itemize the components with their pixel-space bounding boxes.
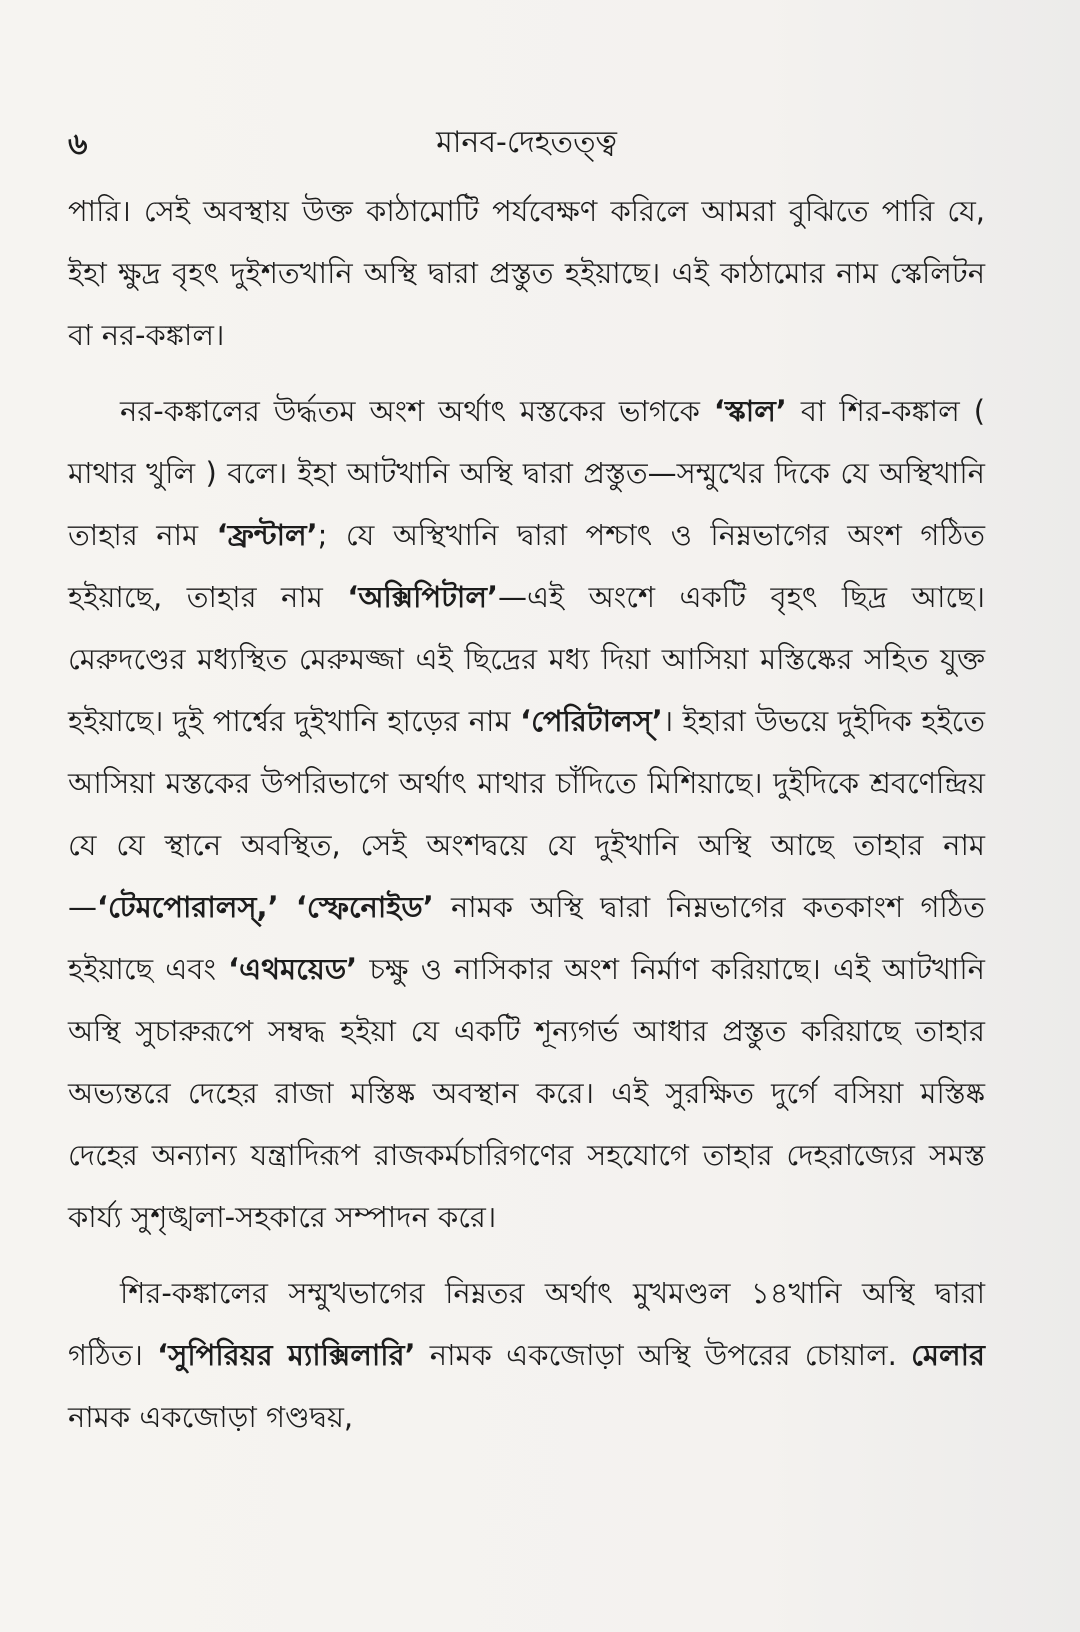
text-run: । ইহারা উভয়ে দুইদিক হইতে আসিয়া মস্তকের উপরিভাগে অর্থাৎ মাথার চাঁদিতে মিশিয়াছে। দুইদিকে শ্রবণেন্দ্রিয় যে যে স্থানে অবস্থিত, সেই অংশদ্বয়ে যে দুইখানি অস্থি আছে তাহার নাম— — [68, 704, 985, 924]
bold-term: ‘অক্সিপিটাল’ — [347, 580, 498, 614]
page-header — [68, 112, 985, 162]
running-title: মানব-দেহতত্ত্ব — [436, 125, 617, 160]
text-run: পারি। সেই অবস্থায় উক্ত কাঠামোটি পর্যবেক্ষণ করিলে আমরা বুঝিতে পারি যে, ইহা ক্ষুদ্র বৃহৎ দুইশতখানি অস্থি দ্বারা প্রস্তুত হইয়াছে। এই কাঠামোর নাম স্কেলিটন বা নর-কঙ্কাল। — [68, 194, 985, 352]
bold-term: ‘ফ্রন্টাল’ — [216, 518, 318, 552]
bold-term: ‘স্ফেনোইড’ — [295, 890, 434, 924]
text-run — [279, 890, 296, 924]
text-run: —এই অংশে একটি বৃহৎ ছিদ্র আছে। মেরুদণ্ডের মধ্যস্থিত মেরুমজ্জা এই ছিদ্রের মধ্য দিয়া আসিয়া মস্তিষ্কের সহিত যুক্ত হইয়াছে। দুই পার্শ্বের দুইখানি হাড়ের নাম — [68, 580, 985, 738]
text-run: ; যে অস্থিখানি দ্বারা পশ্চাৎ ও নিম্নভাগের অংশ গঠিত হইয়াছে, তাহার নাম — [68, 518, 985, 614]
text-run: নামক একজোড়া গণ্ডদ্বয়, — [68, 1400, 354, 1434]
text-run: নামক একজোড়া অস্থি উপরের চোয়াল. — [415, 1338, 912, 1372]
text-run: বা শির-কঙ্কাল ( মাথার খুলি ) বলে। ইহা আটখানি অস্থি দ্বারা প্রস্তুত—সম্মুখের দিকে যে অস্থিখানি তাহার নাম — [68, 394, 986, 552]
paragraph — [68, 180, 985, 366]
paragraph — [68, 380, 985, 1248]
text-run: নামক অস্থি দ্বারা নিম্নভাগের কতকাংশ গঠিত হইয়াছে এবং — [68, 890, 986, 986]
bold-term: মেলার — [911, 1338, 985, 1372]
text-run: নর-কঙ্কালের উর্দ্ধতম অংশ অর্থাৎ মস্তকের ভাগকে — [120, 394, 714, 428]
text-run: শির-কঙ্কালের সম্মুখভাগের নিম্নতর অর্থাৎ মুখমণ্ডল ১৪খানি অস্থি দ্বারা গঠিত। — [68, 1276, 985, 1372]
bold-term: ‘স্কাল’ — [713, 394, 787, 428]
bold-term: ‘পেরিটালস্’ — [520, 704, 663, 738]
page-number: ৬ — [68, 127, 88, 162]
text-run: চক্ষু ও নাসিকার অংশ নির্মাণ করিয়াছে। এই আটখানি অস্থি সুচারুরূপে সম্বদ্ধ হইয়া যে একটি শূন্যগর্ভ আধার প্রস্তুত করিয়াছে তাহার অভ্যন্তরে দেহের রাজা মস্তিষ্ক অবস্থান করে। এই সুরক্ষিত দুর্গে বসিয়া মস্তিষ্ক দেহের অন্যান্য যন্ত্রাদিরূপ রাজকর্মচারিগণের সহযোগে তাহার দেহরাজ্যের সমস্ত কার্য্য সুশৃঙ্খলা-সহকারে সম্পাদন করে। — [68, 952, 985, 1234]
body-text — [68, 180, 985, 1462]
bold-term: ‘সুপিরিয়র ম্যাক্সিলারি’ — [157, 1338, 416, 1372]
paragraph — [68, 1262, 985, 1448]
bold-term: ‘এথময়েড’ — [228, 952, 358, 986]
bold-term: ‘টেমপোরালস্,’ — [97, 890, 279, 924]
